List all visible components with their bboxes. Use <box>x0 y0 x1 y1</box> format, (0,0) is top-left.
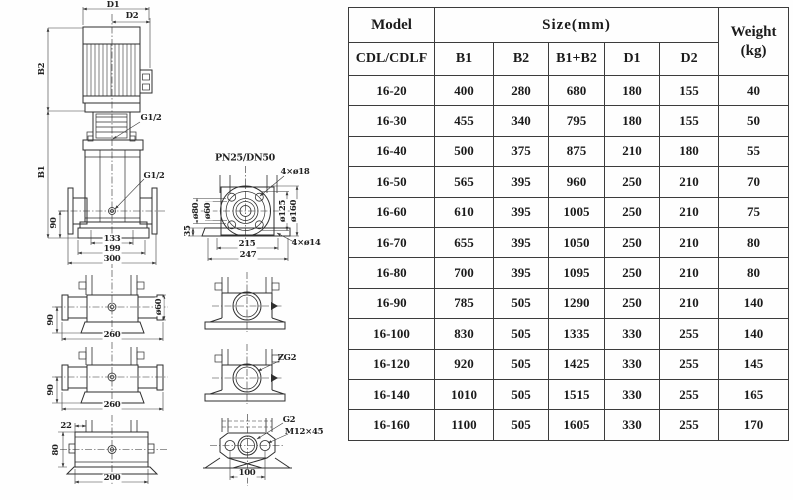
table-row <box>349 288 789 318</box>
table-row <box>349 136 789 166</box>
table-cell: 140 <box>719 288 789 318</box>
table-cell: 255 <box>660 410 719 440</box>
table-cell: 210 <box>660 167 719 197</box>
table-row <box>349 197 789 227</box>
table-cell: 255 <box>660 379 719 409</box>
table-cell: 170 <box>719 410 789 440</box>
table-cell: 920 <box>435 349 494 379</box>
table-cell: 400 <box>435 76 494 106</box>
table-cell: 395 <box>494 258 549 288</box>
side-port-view-zg2 <box>205 344 285 404</box>
header-b2: B2 <box>494 43 549 76</box>
table-cell: 250 <box>605 197 660 227</box>
table-cell: 1050 <box>549 227 605 257</box>
table-cell: 155 <box>660 76 719 106</box>
viewc-dim-200: 200 <box>103 472 121 483</box>
table-row <box>349 349 789 379</box>
table-cell: 1290 <box>549 288 605 318</box>
pump-technical-drawing <box>0 0 345 500</box>
table-cell: 210 <box>660 197 719 227</box>
header-weight <box>719 8 789 76</box>
viewa-dia-60: ø60 <box>153 298 164 316</box>
viewa-dim-260: 260 <box>103 329 121 340</box>
table-cell: 70 <box>719 167 789 197</box>
dim-label-100: 100 <box>238 467 256 478</box>
dim-label-dia160: ø160 <box>288 199 299 223</box>
dim-label-d2: D2 <box>125 10 139 21</box>
table-cell: 210 <box>660 227 719 257</box>
port-label-zg2: ZG2 <box>277 352 297 363</box>
table-row <box>349 106 789 136</box>
header-size-group: Size(mm) <box>435 8 719 43</box>
table-cell: 830 <box>435 319 494 349</box>
dim-label-d1: D1 <box>106 0 120 10</box>
table-cell: 250 <box>605 288 660 318</box>
table-cell: 330 <box>605 379 660 409</box>
spec-table-container <box>348 7 788 481</box>
table-cell: 250 <box>605 258 660 288</box>
table-row <box>349 167 789 197</box>
table-cell: 505 <box>494 319 549 349</box>
table-cell: 1100 <box>435 410 494 440</box>
table-cell: 140 <box>719 319 789 349</box>
flange-spec-label: PN25/DN50 <box>215 152 275 164</box>
table-cell: 330 <box>605 410 660 440</box>
table-header-row-1 <box>349 8 789 43</box>
dim-label-199: 199 <box>103 243 121 254</box>
table-cell: 330 <box>605 319 660 349</box>
header-b1: B1 <box>435 43 494 76</box>
viewb-dim-90: 90 <box>45 384 56 396</box>
dim-label-90: 90 <box>48 217 59 229</box>
table-cell: 1425 <box>549 349 605 379</box>
base-bolt-label: 4×ø14 <box>291 237 321 248</box>
bolt-label-m12x45: M12×45 <box>284 426 324 437</box>
port-label-g12-side: G1/2 <box>143 170 165 181</box>
table-cell: 1010 <box>435 379 494 409</box>
table-cell: 180 <box>605 76 660 106</box>
table-cell: 330 <box>605 349 660 379</box>
table-cell: 505 <box>494 288 549 318</box>
header-d2: D2 <box>660 43 719 76</box>
viewc-dim-22: 22 <box>60 420 72 431</box>
header-model: Model <box>349 8 435 43</box>
dim-label-300: 300 <box>103 253 121 264</box>
table-cell: 16-160 <box>349 410 435 440</box>
table-cell: 16-120 <box>349 349 435 379</box>
table-cell: 16-20 <box>349 76 435 106</box>
table-cell: 50 <box>719 106 789 136</box>
flange-bolt-label: 4×ø18 <box>280 166 310 177</box>
table-cell: 1605 <box>549 410 605 440</box>
dim-label-247: 247 <box>239 249 257 260</box>
table-cell: 700 <box>435 258 494 288</box>
dim-label-215: 215 <box>238 238 256 249</box>
dim-label-dia60: ø60 <box>202 202 213 220</box>
table-row <box>349 227 789 257</box>
table-cell: 180 <box>605 106 660 136</box>
table-cell: 180 <box>660 136 719 166</box>
table-cell: 210 <box>660 288 719 318</box>
table-cell: 280 <box>494 76 549 106</box>
table-cell: 16-70 <box>349 227 435 257</box>
table-cell: 16-80 <box>349 258 435 288</box>
table-cell: 875 <box>549 136 605 166</box>
table-cell: 505 <box>494 349 549 379</box>
table-cell: 16-40 <box>349 136 435 166</box>
header-model-series: CDL/CDLF <box>349 43 435 76</box>
table-cell: 680 <box>549 76 605 106</box>
header-d1: D1 <box>605 43 660 76</box>
table-cell: 80 <box>719 227 789 257</box>
table-cell: 1005 <box>549 197 605 227</box>
table-cell: 795 <box>549 106 605 136</box>
table-cell: 500 <box>435 136 494 166</box>
table-cell: 16-30 <box>349 106 435 136</box>
table-cell: 16-60 <box>349 197 435 227</box>
dim-label-133: 133 <box>103 233 121 244</box>
table-cell: 250 <box>605 167 660 197</box>
header-weight-line1: Weight <box>730 23 777 40</box>
table-cell: 1515 <box>549 379 605 409</box>
port-label-g2: G2 <box>282 414 296 425</box>
table-cell: 40 <box>719 76 789 106</box>
table-cell: 1095 <box>549 258 605 288</box>
spec-table <box>348 7 789 441</box>
table-cell: 505 <box>494 379 549 409</box>
table-cell: 255 <box>660 319 719 349</box>
table-cell: 395 <box>494 227 549 257</box>
table-cell: 375 <box>494 136 549 166</box>
header-weight-line2: (kg) <box>740 42 767 59</box>
dim-label-dia125: ø125 <box>277 199 288 223</box>
table-cell: 565 <box>435 167 494 197</box>
table-cell: 55 <box>719 136 789 166</box>
table-cell: 145 <box>719 349 789 379</box>
table-row <box>349 258 789 288</box>
table-cell: 255 <box>660 349 719 379</box>
header-b1b2: B1+B2 <box>549 43 605 76</box>
viewc-dim-80: 80 <box>50 444 61 456</box>
table-cell: 16-100 <box>349 319 435 349</box>
table-cell: 785 <box>435 288 494 318</box>
pump-drawing-canvas <box>0 0 345 500</box>
table-cell: 960 <box>549 167 605 197</box>
table-cell: 155 <box>660 106 719 136</box>
table-cell: 395 <box>494 167 549 197</box>
table-cell: 340 <box>494 106 549 136</box>
table-cell: 250 <box>605 227 660 257</box>
table-cell: 210 <box>660 258 719 288</box>
table-cell: 505 <box>494 410 549 440</box>
port-label-g12-top: G1/2 <box>140 112 162 123</box>
viewa-dim-90: 90 <box>45 314 56 326</box>
table-cell: 455 <box>435 106 494 136</box>
table-cell: 16-50 <box>349 167 435 197</box>
table-cell: 395 <box>494 197 549 227</box>
dim-label-dia80: ø80 <box>190 202 201 220</box>
dim-label-35: 35 <box>182 225 193 237</box>
table-cell: 80 <box>719 258 789 288</box>
table-cell: 16-90 <box>349 288 435 318</box>
table-row <box>349 319 789 349</box>
table-row <box>349 76 789 106</box>
dim-label-b2: B2 <box>36 62 47 76</box>
table-cell: 610 <box>435 197 494 227</box>
table-row <box>349 410 789 440</box>
table-cell: 210 <box>605 136 660 166</box>
side-port-view-1 <box>205 272 285 332</box>
dim-label-b1: B1 <box>36 165 47 179</box>
table-cell: 1335 <box>549 319 605 349</box>
table-cell: 16-140 <box>349 379 435 409</box>
table-cell: 655 <box>435 227 494 257</box>
table-cell: 75 <box>719 197 789 227</box>
viewb-dim-260: 260 <box>103 399 121 410</box>
spec-table-body <box>349 76 789 441</box>
table-cell: 165 <box>719 379 789 409</box>
table-row <box>349 379 789 409</box>
